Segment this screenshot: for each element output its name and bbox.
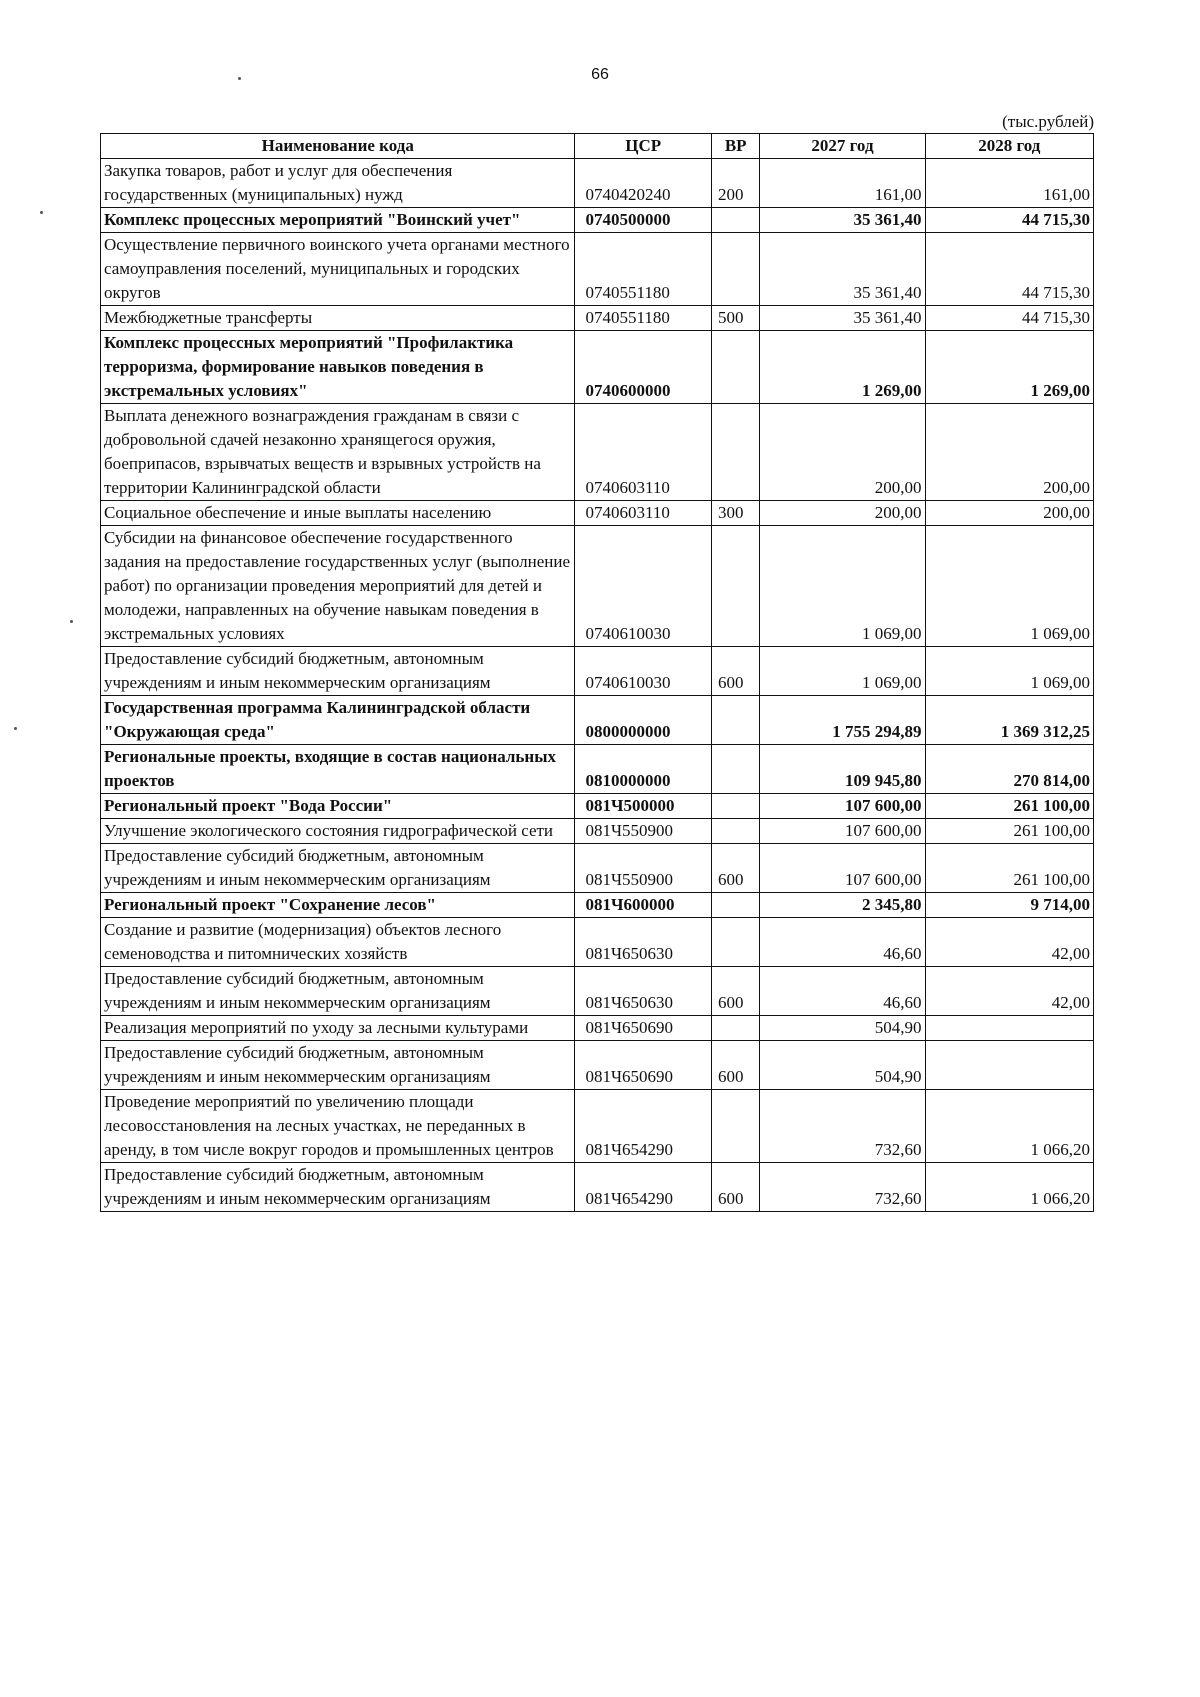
page-number: 66 [591, 66, 609, 83]
cell-name: Реализация мероприятий по уходу за лесными культурами [101, 1016, 575, 1041]
cell-name: Проведение мероприятий по увеличению площади лесовосстановления на лесных участках, не переданных в аренду, в том числе вокруг городов и промышленных центров [101, 1090, 575, 1163]
cell-vr [711, 918, 759, 967]
cell-2027: 35 361,40 [760, 233, 925, 306]
column-header-csr: ЦСР [575, 134, 712, 159]
cell-2028: 1 269,00 [925, 331, 1093, 404]
cell-vr: 600 [711, 967, 759, 1016]
cell-2028: 261 100,00 [925, 819, 1093, 844]
cell-vr: 600 [711, 844, 759, 893]
cell-csr: 0740603110 [575, 404, 712, 501]
table-row [101, 794, 1094, 819]
cell-name: Государственная программа Калининградской области "Окружающая среда" [101, 696, 575, 745]
cell-2028: 44 715,30 [925, 208, 1093, 233]
cell-vr [711, 404, 759, 501]
cell-csr: 081Ч654290 [575, 1090, 712, 1163]
cell-2028: 261 100,00 [925, 844, 1093, 893]
cell-vr: 500 [711, 306, 759, 331]
cell-2027: 1 755 294,89 [760, 696, 925, 745]
units-label: (тыс.рублей) [1002, 112, 1094, 131]
cell-2027: 107 600,00 [760, 844, 925, 893]
column-header-2028: 2028 год [925, 134, 1093, 159]
cell-csr: 0800000000 [575, 696, 712, 745]
cell-2027: 200,00 [760, 404, 925, 501]
table-header-row [101, 134, 1094, 159]
cell-name: Предоставление субсидий бюджетным, автономным учреждениям и иным некоммерческим организациям [101, 647, 575, 696]
cell-vr [711, 233, 759, 306]
cell-csr: 0740500000 [575, 208, 712, 233]
budget-table [100, 133, 1094, 1212]
cell-name: Закупка товаров, работ и услуг для обеспечения государственных (муниципальных) нужд [101, 159, 575, 208]
table-row [101, 404, 1094, 501]
column-header-2027: 2027 год [760, 134, 925, 159]
cell-2027: 1 069,00 [760, 526, 925, 647]
table-body [101, 159, 1094, 1212]
cell-vr [711, 331, 759, 404]
table-row [101, 1163, 1094, 1212]
cell-name: Создание и развитие (модернизация) объектов лесного семеноводства и питомнических хозяйств [101, 918, 575, 967]
cell-2028: 161,00 [925, 159, 1093, 208]
table-row [101, 208, 1094, 233]
cell-vr: 600 [711, 1163, 759, 1212]
scan-speck [40, 211, 43, 214]
table-row [101, 893, 1094, 918]
table-row [101, 1041, 1094, 1090]
table-row [101, 918, 1094, 967]
cell-name: Межбюджетные трансферты [101, 306, 575, 331]
cell-csr: 0810000000 [575, 745, 712, 794]
cell-name: Выплата денежного вознаграждения гражданам в связи с добровольной сдачей незаконно хранящегося оружия, боеприпасов, взрывчатых веществ и взрывных устройств на территории Калининградской области [101, 404, 575, 501]
cell-2027: 2 345,80 [760, 893, 925, 918]
cell-2028: 261 100,00 [925, 794, 1093, 819]
cell-name: Региональные проекты, входящие в состав национальных проектов [101, 745, 575, 794]
cell-vr [711, 745, 759, 794]
cell-name: Предоставление субсидий бюджетным, автономным учреждениям и иным некоммерческим организациям [101, 844, 575, 893]
scan-speck [238, 77, 241, 80]
column-header-name: Наименование кода [101, 134, 575, 159]
cell-csr: 081Ч500000 [575, 794, 712, 819]
cell-csr: 081Ч650630 [575, 918, 712, 967]
table-row [101, 967, 1094, 1016]
cell-csr: 0740551180 [575, 306, 712, 331]
cell-2027: 35 361,40 [760, 306, 925, 331]
cell-name: Осуществление первичного воинского учета органами местного самоуправления поселений, муниципальных и городских округов [101, 233, 575, 306]
cell-2028 [925, 1041, 1093, 1090]
cell-2028: 1 069,00 [925, 526, 1093, 647]
cell-vr: 300 [711, 501, 759, 526]
cell-2028: 1 066,20 [925, 1090, 1093, 1163]
scan-speck [70, 620, 73, 623]
cell-2027: 1 269,00 [760, 331, 925, 404]
cell-2027: 46,60 [760, 918, 925, 967]
cell-csr: 081Ч650690 [575, 1041, 712, 1090]
cell-2028: 9 714,00 [925, 893, 1093, 918]
cell-2028: 44 715,30 [925, 306, 1093, 331]
table-row [101, 647, 1094, 696]
cell-csr: 081Ч650630 [575, 967, 712, 1016]
cell-name: Предоставление субсидий бюджетным, автономным учреждениям и иным некоммерческим организациям [101, 1163, 575, 1212]
table-row [101, 233, 1094, 306]
cell-2027: 504,90 [760, 1041, 925, 1090]
cell-csr: 081Ч600000 [575, 893, 712, 918]
cell-name: Предоставление субсидий бюджетным, автономным учреждениям и иным некоммерческим организациям [101, 1041, 575, 1090]
cell-csr: 081Ч550900 [575, 844, 712, 893]
table-row [101, 844, 1094, 893]
cell-csr: 0740551180 [575, 233, 712, 306]
cell-2027: 107 600,00 [760, 794, 925, 819]
cell-name: Комплекс процессных мероприятий "Воинский учет" [101, 208, 575, 233]
cell-2027: 46,60 [760, 967, 925, 1016]
table-row [101, 1016, 1094, 1041]
cell-2028 [925, 1016, 1093, 1041]
table-row [101, 501, 1094, 526]
table-row [101, 306, 1094, 331]
cell-csr: 081Ч654290 [575, 1163, 712, 1212]
table-row [101, 1090, 1094, 1163]
cell-2028: 200,00 [925, 501, 1093, 526]
cell-csr: 081Ч650690 [575, 1016, 712, 1041]
cell-name: Региональный проект "Вода России" [101, 794, 575, 819]
cell-2028: 1 066,20 [925, 1163, 1093, 1212]
cell-csr: 0740420240 [575, 159, 712, 208]
cell-name: Улучшение экологического состояния гидрографической сети [101, 819, 575, 844]
cell-2028: 44 715,30 [925, 233, 1093, 306]
cell-2028: 200,00 [925, 404, 1093, 501]
cell-vr [711, 794, 759, 819]
cell-name: Региональный проект "Сохранение лесов" [101, 893, 575, 918]
cell-name: Субсидии на финансовое обеспечение государственного задания на предоставление государственных услуг (выполнение работ) по организации проведения мероприятий для детей и молодежи, направленных на обучение навыкам поведения в экстремальных условиях [101, 526, 575, 647]
cell-2027: 1 069,00 [760, 647, 925, 696]
cell-2028: 1 369 312,25 [925, 696, 1093, 745]
table-row [101, 819, 1094, 844]
cell-2027: 109 945,80 [760, 745, 925, 794]
cell-2027: 504,90 [760, 1016, 925, 1041]
cell-vr [711, 893, 759, 918]
column-header-vr: ВР [711, 134, 759, 159]
table-row [101, 526, 1094, 647]
cell-vr: 600 [711, 647, 759, 696]
cell-name: Социальное обеспечение и иные выплаты населению [101, 501, 575, 526]
cell-vr [711, 696, 759, 745]
cell-vr [711, 1016, 759, 1041]
table-row [101, 331, 1094, 404]
cell-vr [711, 526, 759, 647]
cell-csr: 0740600000 [575, 331, 712, 404]
cell-csr: 0740610030 [575, 647, 712, 696]
cell-2028: 42,00 [925, 918, 1093, 967]
cell-2027: 35 361,40 [760, 208, 925, 233]
table-row [101, 696, 1094, 745]
table-row [101, 159, 1094, 208]
cell-2027: 732,60 [760, 1163, 925, 1212]
cell-2028: 270 814,00 [925, 745, 1093, 794]
cell-vr [711, 1090, 759, 1163]
cell-2028: 42,00 [925, 967, 1093, 1016]
cell-vr: 200 [711, 159, 759, 208]
scan-speck [14, 727, 17, 730]
cell-csr: 0740603110 [575, 501, 712, 526]
cell-csr: 081Ч550900 [575, 819, 712, 844]
cell-2027: 200,00 [760, 501, 925, 526]
cell-2027: 732,60 [760, 1090, 925, 1163]
cell-vr [711, 208, 759, 233]
cell-vr [711, 819, 759, 844]
cell-2027: 161,00 [760, 159, 925, 208]
cell-vr: 600 [711, 1041, 759, 1090]
table-row [101, 745, 1094, 794]
cell-name: Предоставление субсидий бюджетным, автономным учреждениям и иным некоммерческим организациям [101, 967, 575, 1016]
cell-2027: 107 600,00 [760, 819, 925, 844]
cell-name: Комплекс процессных мероприятий "Профилактика терроризма, формирование навыков поведения в экстремальных условиях" [101, 331, 575, 404]
cell-csr: 0740610030 [575, 526, 712, 647]
cell-2028: 1 069,00 [925, 647, 1093, 696]
